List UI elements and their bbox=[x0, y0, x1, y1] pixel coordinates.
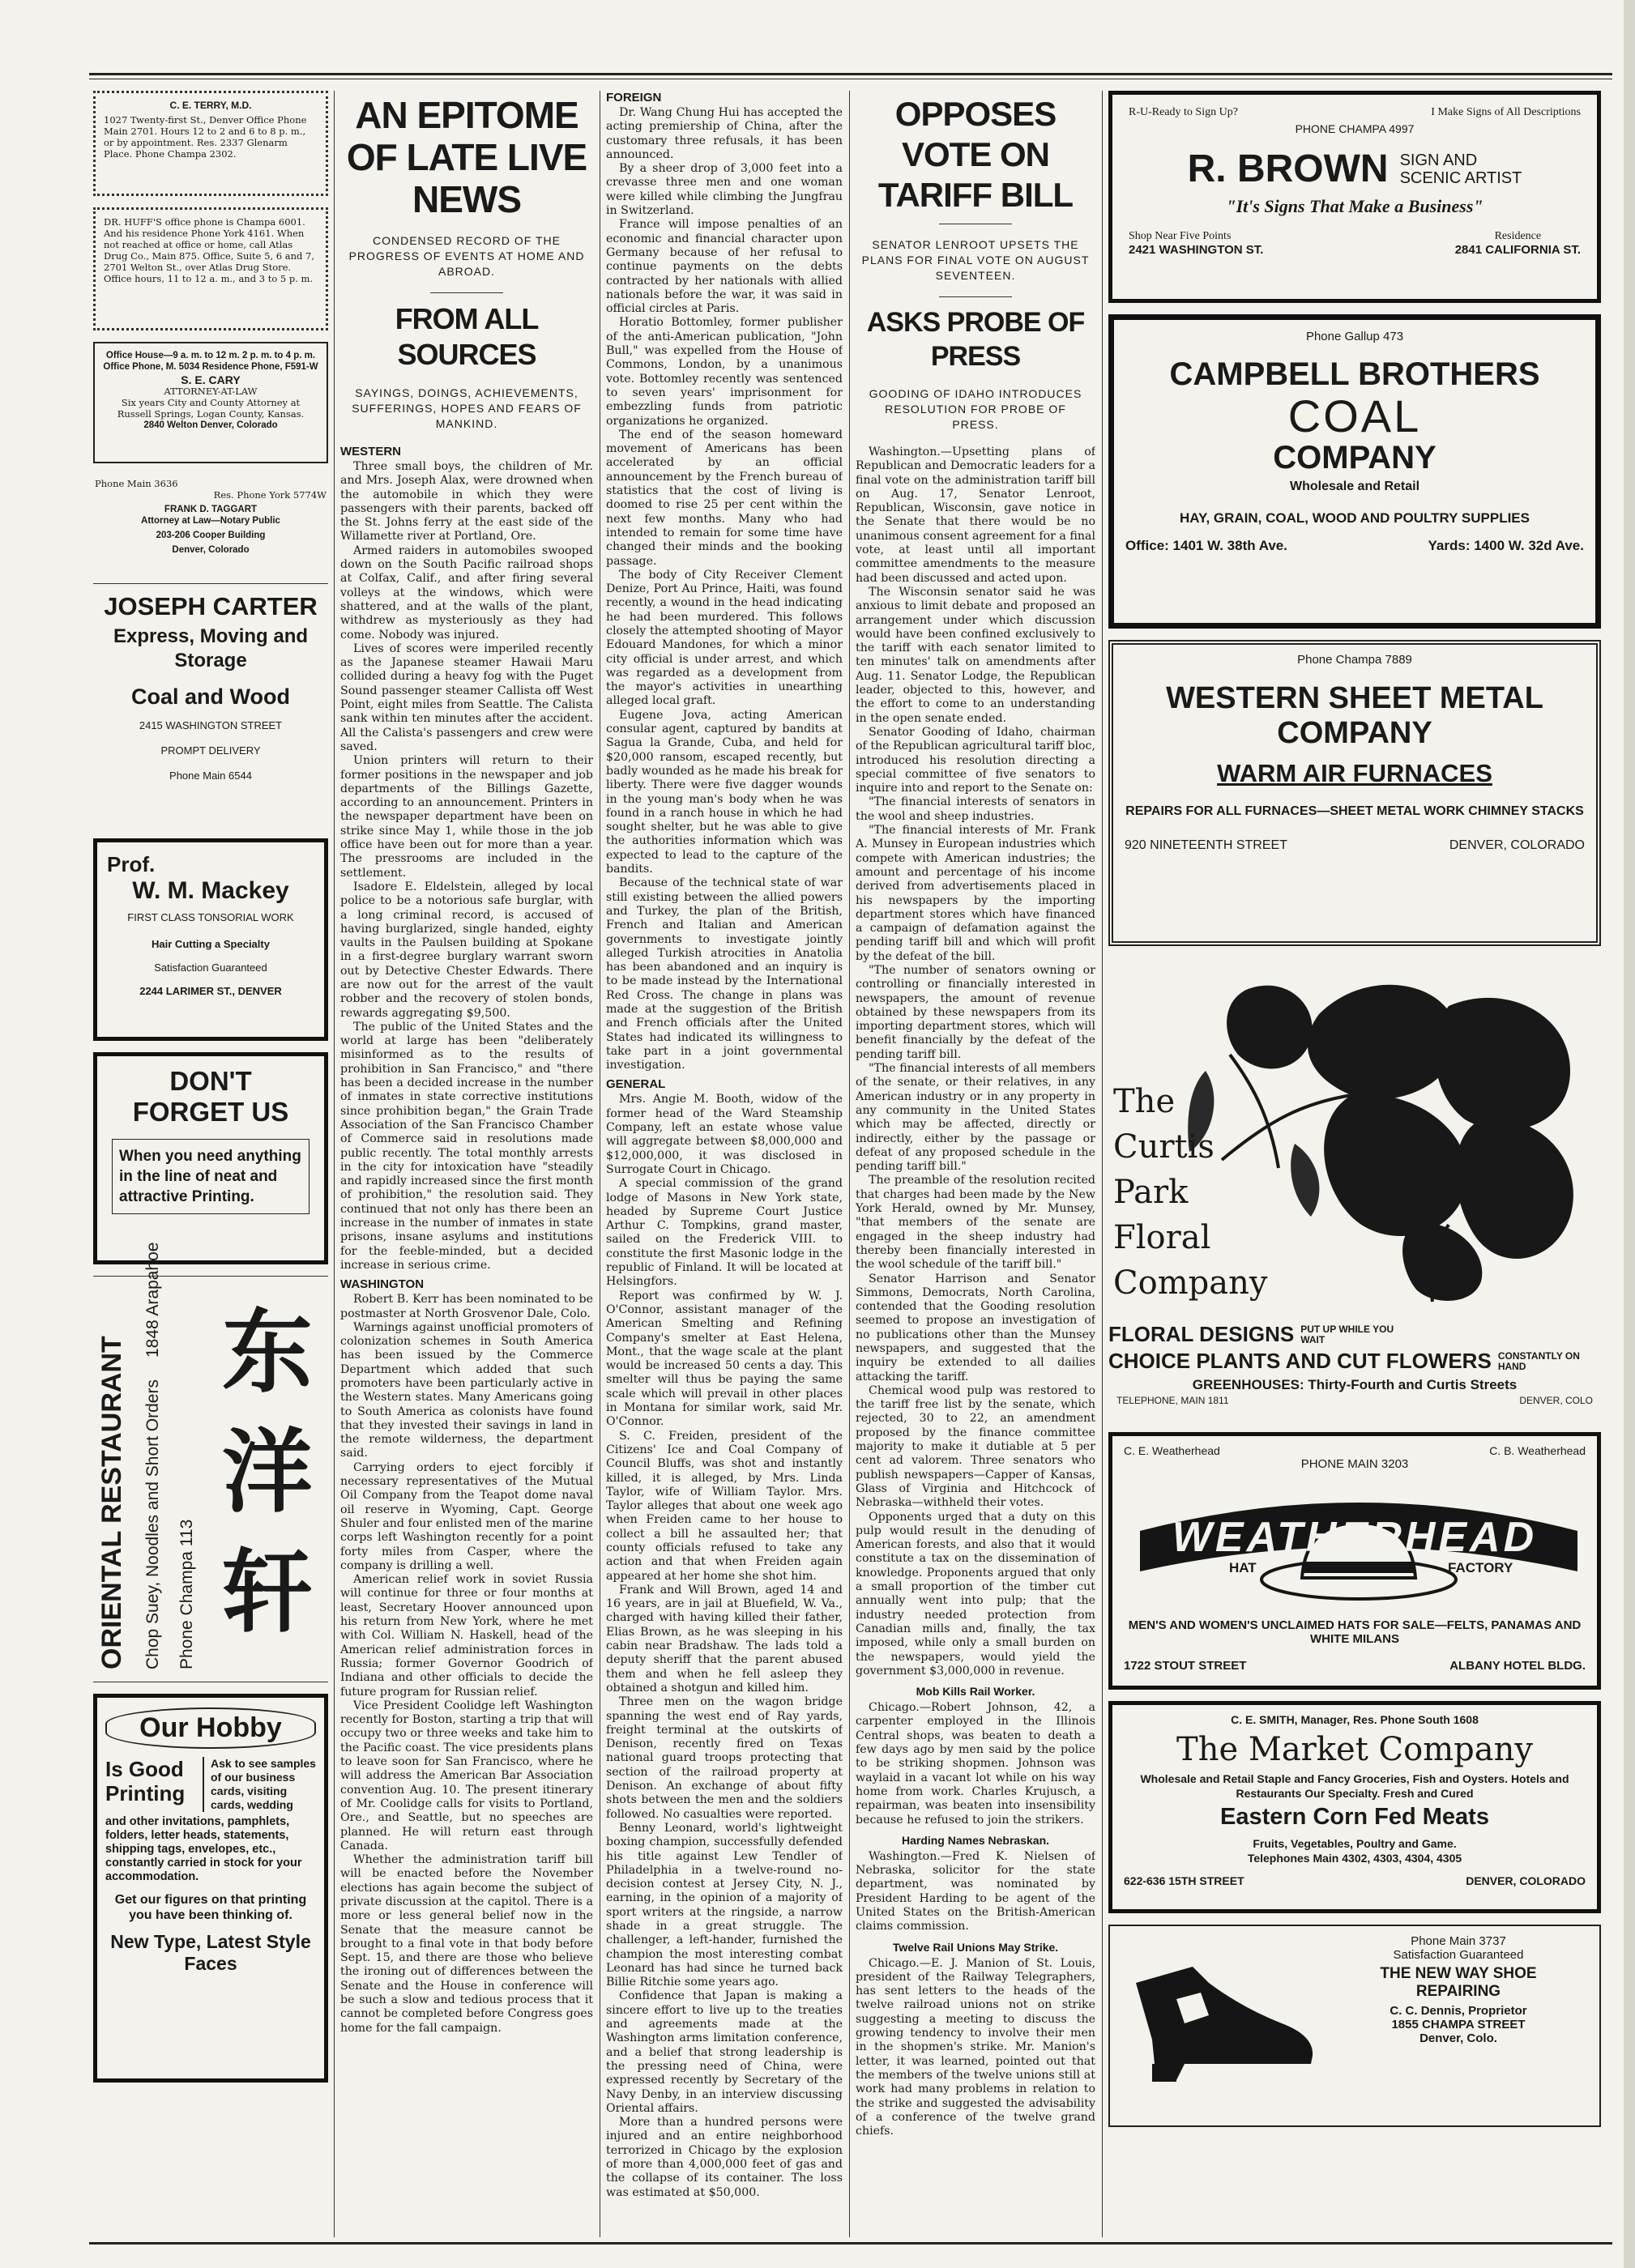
ad-mackey: Prof. W. M. Mackey FIRST CLASS TONSORIAL WORK Hair Cutting a Specialty Satisfaction Guaranteed 2244 LARIMER ST., DENVER bbox=[93, 838, 328, 1041]
hat-band bbox=[1304, 1562, 1414, 1573]
column-rule bbox=[1102, 91, 1103, 2237]
headline-mob-kills: Mob Kills Rail Worker. bbox=[916, 1685, 1035, 1699]
flower-bud bbox=[1227, 986, 1312, 1069]
ad-curtis-park: The Curtis Park Floral Company FLORAL DESIGNS PUT UP WHILE YOU WAIT CHOICE PLANTS AND CUT FLOWERS CONSTANTLY ON HAND GREENHOUSES: Thirty-Fourth and Curtis Streets TELEPHONE, MAIN 1811 DENVER, COLO bbox=[1108, 957, 1601, 1421]
column-rule bbox=[849, 91, 850, 2237]
column-rule bbox=[334, 91, 335, 2237]
ad-western-sheet-metal: Phone Champa 7889 WESTERN SHEET METAL COMPANY WARM AIR FURNACES REPAIRS FOR ALL FURNACES—SHEET METAL WORK CHIMNEY STACKS 920 NINETEENTH STREET DENVER, COLORADO bbox=[1108, 640, 1601, 946]
section-general: GENERAL bbox=[606, 1077, 666, 1092]
flower-petal bbox=[1308, 985, 1458, 1099]
deck-sayings-doings: SAYINGS, DOINGS, ACHIEVEMENTS, SUFFERINGS, HOPES AND FEARS OF MANKIND. bbox=[352, 386, 582, 430]
section-foreign: FOREIGN bbox=[606, 91, 662, 104]
shoe-body bbox=[1136, 1967, 1313, 2080]
general-news: Mrs. Angie M. Booth, widow of the former head of the Ward Steamship Company, left an estate whose value will aggregate between $8,000,000 and $12,000,000, it was disclosed in Surrogate Court in Chicago. A special commission of the grand lodge of Masons in New York state, headed by Supreme Court Justice Arthur C. Tompkins, grand master, sailed on the Frederick VIII. to constitute the first Masonic lodge in the republic of Finland. It will be located at Helsingfors. Report was confirmed by W. J. O'Connor, assistant manager of the American Smelting and Refining Company's smelter at East Helena, Mont., that the wage scale at the plant would be increased 50 cents a day. This smelter will thus be paying the same scale which will prevail in other places in Montana for similar work, said Mr. O'Connor. S. C. Freiden, president of the Citizens' Ice and Coal Company of Council Bluffs, was shot and instantly killed, it is alleged, by Mrs. Linda Taylor, wife of William Taylor. Mrs. Taylor alleges that about one week ago when Freiden came to her house to collect a bill he assaulted her; that county officials refused to take any action and that when Freiden again appeared at her home she shot him. Frank and Will Brown, aged 14 and 16 years, are in jail at Bluefield, W. Va., charged with having killed their father, Elias Brown, as he was sleeping in his cabin near Bradshaw. The lads told a deputy sheriff that the parent abused them and when he fell asleep they obtained a shotgun and killed him. Three men on the wagon bridge spanning the west end of Ray yards, freight terminal at the outskirts of Denison, recently fired on Texas national guard troops protecting that section of the railroad property at Denison. An exchange of about fifty shots between the men and the soldiers followed. No casualties were reported. Benny Leonard, world's lightweight boxing champion, successfully defended his title against Lew Tendler of Philadelphia in a twelve-round no-decision contest at Jersey City, N. J., earning, in the opinion of a majority of sport writers at the ringside, a narrow shade in a great struggle. The challenger, a left-hander, furnished the champion the most interesting combat Leonard has had since he turned back Billie Ritchie some years ago. Confidence that Japan is making a sincere effort to live up to the treaties and agreements made at the Washington arms limitation conference, and a belief that strong leadership is the pressing need of China, were expressed recently by Secretary of the Navy Denby, in an interview discussing Oriental affairs. More than a hundred persons were injured and an entire neighborhood terrorized in Chicago by the explosion of more than 4,000,000 feet of gas and the collapse of its container. The loss was estimated at $50,000. bbox=[606, 1093, 843, 2199]
ad-carter: JOSEPH CARTER Express, Moving and Storage Coal and Wood 2415 WASHINGTON STREET PROMPT DELIVERY Phone Main 6544 bbox=[93, 583, 328, 827]
washington-news: Robert B. Kerr has been nominated to be postmaster at North Grosvenor Dale, Colo. Warnings against unofficial promoters of colonization schemes in South America has been issued by the Commerce Department which added that such promoters have been particularly active in the Western states. Many Americans going to South America as colonists have found that they invested their savings in land in the remote wilderness, the department said. Carrying orders to eject forcibly if necessary representatives of the Mutual Oil Company from the Teapot dome naval oil reserve in Wyoming, Capt. George Shuler and four enlisted men of the marine corps left Washington recently for a point forty miles from Casper, where the company is drilling a well. American relief work in soviet Russia will continue for three or four months at least, Secretary Hoover announced upon his return from New York, where he met with Col. William N. Haskell, head of the American relief administration forces in Russia; former Governor Goodrich of Indiana and other officials to decide the future program for Russian relief. Vice President Coolidge left Washington recently for Boston, starting a trip that will occupy two or three weeks and take him to the Pacific coast. The vice presidents plans to leave soon for San Francisco, where he will address the American Bar Association convention Aug. 10. The present itinerary of Mr. Coolidge calls for visits to Portland, Ore., and Seattle, but no speeches are planned. He will return east through Canada. Whether the administration tariff bill will be enacted before the November elections has again become the subject of private discussion at the capitol. There is a more or less general belief now in the Senate that the measure cannot be brought to a final vote in that body before Sept. 15, and there are those who believe the ironing out of differences between the Senate and the House in conference will be such a slow and tedious process that it cannot be completed before Congress goes home for the fall campaign. bbox=[340, 1293, 593, 2035]
ad-taggart: Phone Main 3636 Res. Phone York 5774W FRANK D. TAGGART Attorney at Law—Notary Public 203-206 Cooper Building Denver, Colorado bbox=[95, 478, 327, 555]
headline-epitome: AN EPITOME OF LATE LIVE NEWS bbox=[346, 94, 587, 220]
column-news-3 bbox=[856, 91, 1095, 2237]
top-rule bbox=[89, 73, 1612, 75]
foreign-news: Dr. Wang Chung Hui has accepted the acting premiership of China, after the customary three refusals, it has been announced. By a sheer drop of 3,000 feet into a crevasse three men and one woman were killed while climbing the Jungfrau in Switzerland. France will impose penalties of an economic and financial character upon Germany because of her refusal to continue payments on the debts contracted by her nationals with allied nationals before the war, it was said in official circles at Paris. Horatio Bottomley, former publisher of the anti-American publication, "John Bull," was expelled from the House of Commons, London, by a unanimous vote. Bottomley recently was sentenced to seven years' imprisonment for embezzling funds from patriotic organizations he organized. The end of the season homeward movement of Americans has been accelerated by an official announcement by the French bureau of statistics that the cost of living is doomed to rise 25 per cent within the next few months. Many who had intended to remain for some time have changed their minds and the booking passage. The body of City Receiver Clement Denize, Port Au Prince, Haiti, was found recently, a wound in the head indicating he had been murdered. This follows closely the attempted shooting of Mayor Edouard Mandones, for which a minor city official is under arrest, and which was regarded as a development from the mayor's activities in unearthing alleged local graft. Eugene Jova, acting American consular agent, captured by bandits at Sagua la Grande, Cuba, and held for $20,000 ransom, escaped recently, but badly wounded as he made his break for liberty. There were five dagger wounds in the young man's body when he was found in a ranch house in which he had sought shelter, but he was able to give the authorities information which was expected to lead to the capture of the bandits. Because of the technical state of war still existing between the allied powers and Turkey, the plan of the British, French and Italian and American governments to investigate jointly alleged Turkish atrocities in Anatolia has been abandoned and an inquiry is to be made instead by the International Red Cross. The change in plans was made at the suggestion of the British and French officials after the United States had indicated its willingness to take part in a joint governmental investigation. bbox=[606, 106, 843, 1072]
shoe-heel bbox=[1152, 2064, 1176, 2082]
deck-lenroot: SENATOR LENROOT UPSETS THE PLANS FOR FINAL VOTE ON AUGUST SEVENTEEN. bbox=[861, 238, 1090, 282]
divider bbox=[939, 296, 1012, 297]
deck-gooding: GOODING OF IDAHO INTRODUCES RESOLUTION FOR PROBE OF PRESS. bbox=[869, 387, 1082, 431]
ad-terry: C. E. TERRY, M.D. 1027 Twenty-first St., Denver Office Phone Main 2701. Hours 12 to 2 and 6 to 8 p. m., or by appointment. Res. 2337 Glenarm Place. Phone Champa 2302. bbox=[93, 91, 328, 196]
story-mob-kills: Chicago.—Robert Johnson, 42, a carpenter employed in the Illinois Central shops, was beaten to death a few days ago by men said by the police to be striking shopmen. Johnson was waylaid in a vacant lot while on his way home from work. Charles Krujusch, a repairman, was beaten into insensibility because he refused to join the strikers. bbox=[856, 1701, 1095, 1827]
column-news-1 bbox=[340, 91, 593, 2237]
ad-oriental: ORIENTAL RESTAURANT Chop Suey, Noodles and Short Orders 1848 Arapahoe Phone Champa 113 东洋轩 bbox=[93, 1276, 328, 1682]
leaf bbox=[1291, 1144, 1319, 1217]
tariff-news: Washington.—Upsetting plans of Republican and Democratic leaders for a final vote on the administration tariff bill on Aug. 17, Senator Lenroot, Republican, Wisconsin, gave notice in the Senate that there would be no unanimous consent agreement for a final vote, at least until all important committee amendments to the measure had been discussed and acted upon. The Wisconsin senator said he was anxious to limit debate and proposed an arrangement under which discussion would have been confined exclusively to the tariff with each senator limited to ten minutes' talk on amendments after Aug. 11. Senator Lodge, the Republican leader, objected to this, however, and the effort to come to an understanding in the open senate ended. Senator Gooding of Idaho, chairman of the Republican agricultural tariff bloc, introduced his resolution directing a special committee of five senators to inquire into and report to the Senate on: "The financial interests of senators in the wool and sheep industries. "The financial interests of Mr. Frank A. Munsey in European industries which compete with American industries; the amount and percentage of his income derived from advertisements placed in his newspapers by the importing department stores which have financed a campaign of defamation against the pending tariff bill and which will profit by the defeat of the bill. "The number of senators owning or controlling or financially interested in newspapers, the amount of revenue obtained by these newspapers from its importing department stores, which will benefit financially by the defeat of the pending tariff bill. "The financial interests of all members of the senate, or their relatives, in any American industry or in any property in any community in the United States which may be affected, directly or indirectly, either by the passage or defeat of any proposed schedule in the pending tariff bill." The preamble of the resolution recited that charges had been made by the New York Herald, owned by Mr. Munsey, "that members of the senate are engaged in the sheep industry had thereby been financially interested in the wool schedule of the tariff bill." Senator Harrison and Senator Simmons, Democrats, North Carolina, contended that the Gooding resolution seemed to propose an investigation of no publications other than the Munsey newspapers, and suggested that the inquiry be extended to all dailies attacking the tariff. Chemical wood pulp was restored to the tariff free list by the senate, which rejected, 30 to 22, an amendment proposed by the finance committee majority to make it dutiable at 5 per cent ad valorem. Three senators who publish newspapers—Capper of Kansas, Glass of Virginia and Hitchcock of Nebraska—withheld their votes. Opponents urged that a duty on this pulp would result in the denuding of American forests, and also that it would constitute a tax on the dissemination of knowledge. Proponents argued that only a small proportion of the timber cut annually went into pulp; that the industry needed protection from Canadian mills and, finally, the tax imposed, while only a small burden on the newspapers, would yield the government $3,000,000 in revenue. bbox=[856, 446, 1095, 1678]
weatherhead-banner: WEATHERHEAD HAT FACTORY bbox=[1124, 1474, 1586, 1612]
column-news-2 bbox=[606, 91, 843, 2237]
headline-from-all-sources: FROM ALL SOURCES bbox=[395, 302, 539, 371]
headline-opposes-vote: OPPOSES VOTE ON TARIFF BILL bbox=[877, 95, 1074, 214]
flower-petal bbox=[1324, 1094, 1467, 1236]
story-twelve-unions: Chicago.—E. J. Manion of St. Louis, president of the Railway Telegraphers, has sent letters to the heads of the twelve railroad unions not on strike suggesting a meeting to discuss the growing tendency to involve their men in the shopmen's strike. Mr. Manion's letter, it was learned, pointed out that the members of the twelve unions still at work had many problems in relation to the strike and suggested the advisability of a conference of the twelve grand chiefs. bbox=[856, 1956, 1095, 2138]
divider bbox=[430, 292, 503, 293]
ad-new-way-shoe: Phone Main 3737 Satisfaction Guaranteed THE NEW WAY SHOE REPAIRING C. C. Dennis, Proprietor 1855 CHAMPA STREET Denver, Colo. bbox=[1108, 1925, 1601, 2127]
flower-petal bbox=[1456, 1119, 1573, 1259]
flower-petal bbox=[1435, 998, 1570, 1131]
column-ads-right bbox=[1108, 91, 1601, 2237]
shoe-illustration bbox=[1120, 1950, 1322, 2096]
ad-weatherhead: C. E. Weatherhead C. B. Weatherhead PHONE MAIN 3203 WEATHERHEAD HAT FACTORY MEN'S AND WOMEN'S UNCLAIMED HATS FOR SALE—FELTS, PANAMAS AND WHITE MILANS 1722 STOUT STREET ALBANY HOTEL BLDG. bbox=[1108, 1432, 1601, 1690]
ad-campbell: Phone Gallup 473 CAMPBELL BROTHERS COAL COMPANY Wholesale and Retail HAY, GRAIN, COAL, WOOD AND POULTRY SUPPLIES Office: 1401 W. 38th Ave. Yards: 1400 W. 32d Ave. bbox=[1108, 314, 1601, 629]
ad-brown: R-U-Ready to Sign Up? I Make Signs of All Descriptions PHONE CHAMPA 4997 R. BROWN SIGN AND SCENIC ARTIST "It's Signs That Make a Business" Shop Near Five Points 2421 WASHINGTON ST. Residence 2841 CALIFORNIA ST. bbox=[1108, 91, 1601, 303]
headline-harding-names: Harding Names Nebraskan. bbox=[901, 1833, 1050, 1847]
page-binding-edge bbox=[1624, 0, 1635, 2268]
chinese-characters-logo: 东洋轩 bbox=[222, 1300, 313, 1645]
section-western: WESTERN bbox=[340, 445, 401, 458]
ad-dont-forget: DON'T FORGET US When you need anything in the line of neat and attractive Printing. bbox=[93, 1052, 328, 1264]
headline-twelve-unions: Twelve Rail Unions May Strike. bbox=[892, 1940, 1059, 1954]
column-ads-left bbox=[93, 91, 328, 2094]
western-news: Three small boys, the children of Mr. and Mrs. Joseph Alax, were drowned when the automobile in which they were passengers with their parents, backed off the St. Johns ferry at the east side of the Willamette river at Portland, Ore. Armed raiders in automobiles swooped down on the South Pacific railroad shops at Colfax, Calif., and after firing several volleys at the windows, which were shattered, and at the walls of the plant, withdrew as mysteriously as they had come. Nobody was injured. Lives of scores were imperiled recently as the Japanese steamer Hawaii Maru collided during a heavy fog with the Puget Sound passenger steamer Callista off West Point, eight miles from Seattle. The Calista sank within ten minutes after the accident. All the Calista's passengers and crew were saved. Union printers will return to their former positions in the newspaper and job departments of the Billings Gazette, according to an announcement. Printers in the newspaper department have been on strike since May 1, while those in the job office have been out for more than a year. The pressrooms are included in the settlement. Isadore E. Eldelstein, alleged by local police to be a notorious safe burglar, with a long criminal record, is accused of having burglarized, single handed, eighty vaults in the Paulsen building at Spokane in a first-degree burglary warrant sworn out by Detective Chester Edwards. There are now out for the arrest of the vault robber and the recovery of stolen bonds, rewards aggregating $9,500. The public of the United States and the world at large has been "deliberately misinformed as to the results of prohibition in San Francisco," and "there has been a decided increase in the number of inmates in state corrective institutions since prohibition began," the Grain Trade Association of the San Francisco Chamber of Commerce said in resolutions made public recently. The total monthly arrests in the city for intoxication have "steadily and rapidly increased since the first month of prohibition," the resolution said. They continued that not only has there been an increase in the number of inmates in state prisons, insane asylums and institutions for the feeble-minded, but a decided increase in serious crime. bbox=[340, 460, 593, 1272]
ad-our-hobby: Our Hobby Is Good Printing Ask to see samples of our business cards, visiting cards, wedding and other invitations, pamphlets, folders, letter heads, statements, shipping tags, envelopes, etc., constantly carried in stock for your accommodation. Get our figures on that printing you have been thinking of. New Type, Latest Style Faces bbox=[93, 1694, 328, 2083]
ad-huff: DR. HUFF'S office phone is Champa 6001. And his residence Phone York 4161. When not reached at office or home, call Atlas Drug Co., Main 875. Office, Suite 5, 6 and 7, 2701 Welton St., over Atlas Drug Store. Office hours, 11 to 12 a. m., and 3 to 5 p. m. bbox=[93, 207, 328, 330]
story-harding-names: Washington.—Fred K. Nielsen of Nebraska, solicitor for the state department, was nominated by President Harding to be agent of the United States on the British-American claims commission. bbox=[856, 1849, 1095, 1933]
deck-condensed-record: CONDENSED RECORD OF THE PROGRESS OF EVENTS AT HOME AND ABROAD. bbox=[348, 234, 585, 278]
ad-market-company: C. E. SMITH, Manager, Res. Phone South 1608 The Market Company Wholesale and Retail Staple and Fancy Groceries, Fish and Oysters. Hotels and Restaurants Our Specialty. Fresh and Cured Eastern Corn Fed Meats Fruits, Vegetables, Poultry and Game. Telephones Main 4302, 4303, 4304, 4305 622-636 15TH STREET DENVER, COLORADO bbox=[1108, 1701, 1601, 1913]
bottom-rule bbox=[89, 2242, 1612, 2245]
section-washington: WASHINGTON bbox=[340, 1277, 425, 1292]
headline-probe-press: ASKS PROBE OF PRESS bbox=[866, 307, 1085, 372]
ad-cary: Office House—9 a. m. to 12 m. 2 p. m. to 4 p. m. Office Phone, M. 5034 Residence Phone, F591-W S. E. CARY ATTORNEY-AT-LAW Six years City and County Attorney at Russell Springs, Logan County, Kansas. 2840 Welton Denver, Colorado bbox=[93, 342, 328, 463]
